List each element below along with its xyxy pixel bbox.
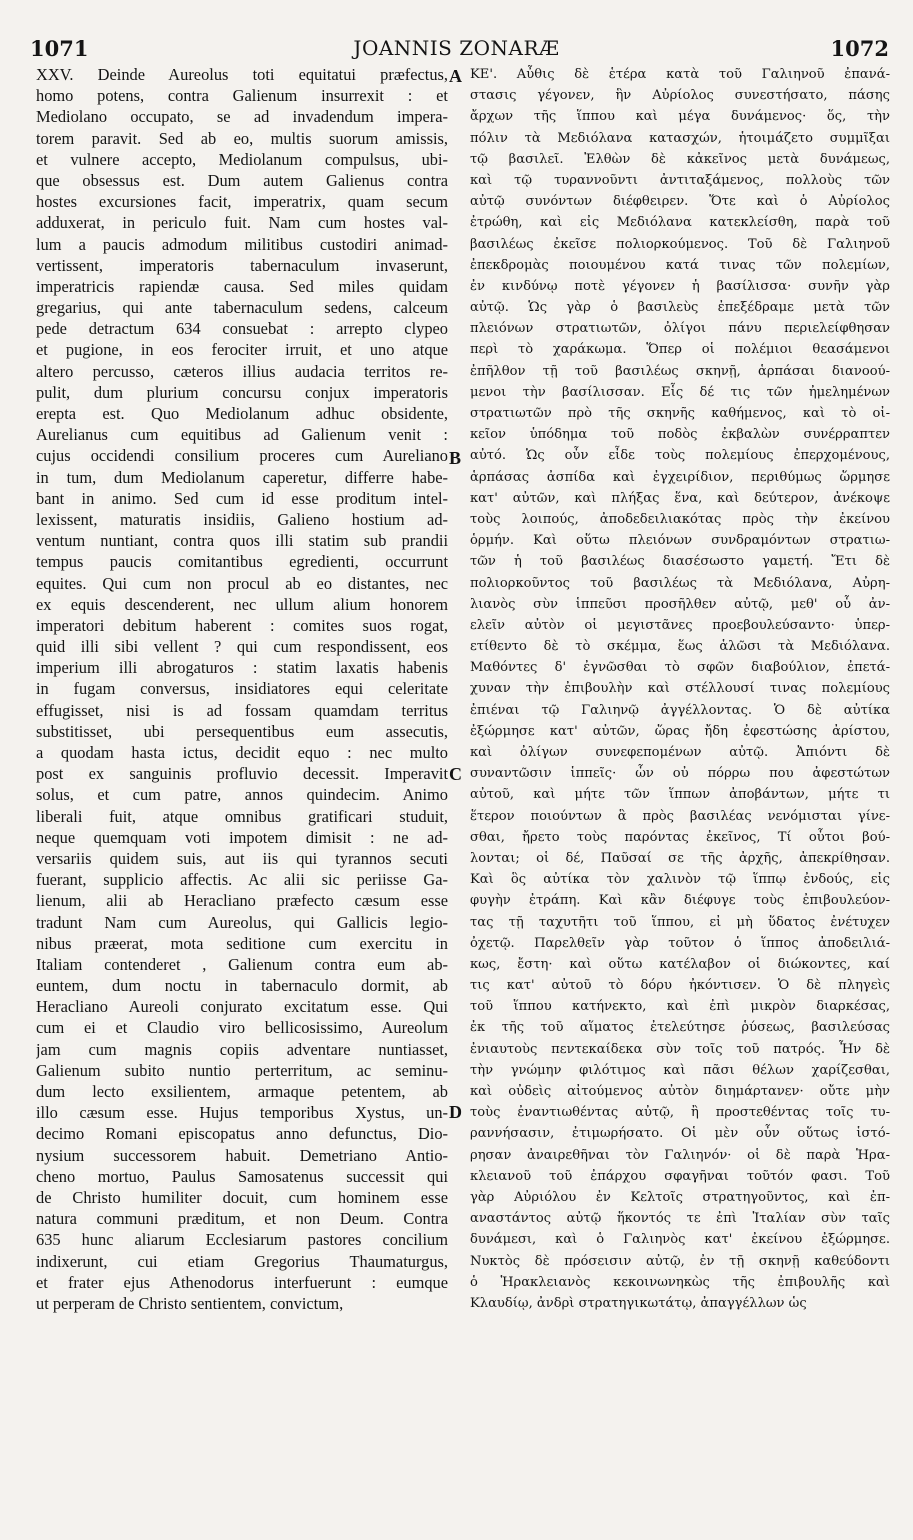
latin-text-line: indixerunt, cui etiam Gregorius Thaumaturgus, xyxy=(36,1251,448,1271)
greek-text-line: πόλιν τὰ Μεδιόλανα κατασχών, ἡτοιμάζετο συμμῖξαι xyxy=(470,130,890,146)
latin-text-line: tempus paucis comitantibus egredienti, occurrunt xyxy=(36,552,448,572)
latin-text-line: et pugione, in eos ferociter irruit, et uno atque xyxy=(36,340,448,360)
greek-text-line: τῷ βασιλεῖ. Ἐλθὼν δὲ κἀκεῖνος μετὰ δυνάμεως, xyxy=(470,151,890,167)
greek-text-line: τὴν γνώμην φιλότιμος καὶ πᾶσι θέλων χαρίζεσθαι, xyxy=(470,1062,890,1078)
greek-text-line: τις κατ' αὐτοῦ τὸ δόρυ ἠκόντισεν. Ὁ δὲ πληγεὶς xyxy=(470,978,890,994)
latin-text-line: tradunt Nam cum Aureolus, qui Gallicis legio- xyxy=(36,912,448,932)
greek-text-line: ὁ Ἡρακλειανὸς κεκοινωνηκὼς τῆς ἐπιβουλῆς καὶ xyxy=(470,1274,890,1290)
greek-text-line: συναντῶσιν ἱππεῖς· ὧν οὐ πόρρω που ἀφεστώτων xyxy=(470,766,890,782)
greek-text-line: Καὶ ὃς αὐτίκα τὸν χαλινὸν τῷ ἵππῳ ἐνδούς, εἰς xyxy=(470,872,890,888)
greek-text-line: τοῦ ἵππου κατήνεκτο, καὶ ἐπὶ μικρὸν διαρκέσας, xyxy=(470,999,890,1015)
latin-text-line: in tum, dum Mediolanum caperetur, differre habe- xyxy=(36,467,448,487)
latin-text-line: liberali fuit, atque omnibus gratificari studuit, xyxy=(36,806,448,826)
greek-text-line: Μαθόντες δ' ἐγνῶσθαι τὸ σφῶν διαβούλιον, ἐπετά- xyxy=(470,660,890,676)
latin-text-line: altero percusso, cæteros illius audacia territos re- xyxy=(36,361,448,381)
latin-text-line: a quodam hasta ictus, decidit equo : nec multo xyxy=(36,743,448,762)
latin-text-line: neque quemquam voti impotem dimisit : ne ad- xyxy=(36,827,448,847)
greek-text-line: ἁρπάσας ἀσπίδα καὶ ἐγχειρίδιον, περιθύμως ὥρμησε xyxy=(470,469,890,485)
latin-text-line: et frater ejus Athenodorus interfuerunt : eumque xyxy=(36,1272,448,1292)
greek-text-line: ἐπῆλθον τῇ τοῦ βασιλέως σκηνῇ, ἁρπάσαι διανοού- xyxy=(470,363,890,379)
latin-text-line: effugisset, nisi is ad fossam quamdam territus xyxy=(36,700,448,720)
greek-text-line: ἐν κινδύνῳ ποτὲ γέγονεν ἡ βασίλισσα· συνῆν γὰρ xyxy=(470,278,890,294)
latin-text-line: imperium illi abrogaturos : statim laxatis habenis xyxy=(36,658,448,678)
latin-text-line: post ex sanguinis profluvio decessit. Imperavit xyxy=(36,764,448,784)
latin-text-line: nysium successorem habuit. Demetriano Antio- xyxy=(36,1145,448,1165)
greek-text-line: ἐπεκδρομὰς ποιουμένου κατά τινας τῶν πολεμίων, xyxy=(470,257,890,273)
latin-text-line: pede detractum 634 consuebat : arrepto clypeo xyxy=(36,319,448,339)
latin-text-line: equites. Qui cum non procul ab eo distantes, nec xyxy=(36,573,448,593)
latin-text-line: decimo Romani episcopatus anno defunctus, Dio- xyxy=(36,1124,448,1144)
greek-text-line: ελεῖν αὐτὸν οἱ μεγιστᾶνες προεβουλεύσαντο· ὑπερ- xyxy=(470,617,890,633)
latin-text-line: euntem, dum noctu in tabernaculo dormit, ab xyxy=(36,976,448,996)
greek-text-line: τας τῇ ταχυτῆτι τοῦ ἵππου, εἰ μὴ ὕδατος ἐνέτυχεν xyxy=(470,914,890,930)
greek-text-line: αναστάντος αὐτῷ ἥκοντός τε ἐπὶ Ἰταλίαν σὺν ταῖς xyxy=(470,1211,890,1227)
latin-text-line: lexissent, maturatis insidiis, Galieno hostium ad- xyxy=(36,509,448,529)
latin-text-line: dum lecto exsilientem, armaque petentem, ab xyxy=(36,1082,448,1101)
latin-text-line: lienum, alii ab Heracliano præfecto cæsum esse xyxy=(36,891,448,911)
latin-text-line: de Christo humiliter docuit, cum hominem esse xyxy=(36,1187,448,1207)
latin-text-line: imperatricis rapiendæ causa. Sed miles quidam xyxy=(36,276,448,296)
greek-text-line: Κλαυδίῳ, ἀνδρὶ στρατηγικωτάτῳ, ἀπαγγέλλων ὡς xyxy=(470,1295,807,1311)
latin-text-line: adduxerat, in periculo fuit. Nam cum hostes val- xyxy=(36,213,448,233)
greek-text-line: φυγὴν ἐτράπη. Καὶ κἂν διέφυγε τοὺς ἐπιβουλεύον- xyxy=(470,893,890,909)
latin-text-line: versariis quidem suis, aut iis qui tyrannos secuti xyxy=(36,848,448,868)
greek-text-line: κατ' αὐτῶν, καὶ πλήξας ἕνα, καὶ δεύτερον, ἀνέκοψε xyxy=(470,490,890,506)
greek-text-line: στασις γέγονεν, ἣν Αὐρίολος συνεστήσατο, πάσης xyxy=(470,88,890,104)
greek-text-line: κλειανοῦ τοῦ ἐπάρχου σφαγῆναι τοῦτόν φασι. Τοῦ xyxy=(470,1168,890,1184)
greek-text-line: βασιλέως ἐκεῖσε πολιορκούμενος. Τοῦ δὲ Γαλιηνοῦ xyxy=(470,236,890,252)
running-title: JOANNIS ZONARÆ xyxy=(353,36,560,60)
greek-text-line: ραννήσασιν, ἐτιμωρήσατο. Οἱ μὲν οὖν οὕτως ἱστό- xyxy=(470,1126,890,1142)
greek-text-line: πολιορκοῦντος τοῦ βασιλέως τὰ Μεδιόλανα, Αὐρη- xyxy=(470,575,890,591)
latin-text-line: substitisset, ubi persequentibus eum assecutis, xyxy=(36,721,448,741)
section-marker-b: B xyxy=(449,448,462,468)
latin-text-line: Aurelianus cum equitibus ad Galienum venit : xyxy=(36,425,448,445)
greek-text-line: ἐνιαυτοὺς πεντεκαίδεκα σὺν τοῖς τοῦ πατρός. Ἦν δὲ xyxy=(470,1041,890,1057)
section-marker-d: D xyxy=(449,1102,462,1122)
greek-text-line: σθαι, ἤρετο τοὺς παρόντας ἐκεῖνος, Τί οὗτοι βού- xyxy=(470,829,890,845)
latin-text-line: Mediolano occupato, se ad invadendum impera- xyxy=(36,107,448,127)
greek-text-line: περὶ τὸ χαράκωμα. Ὅπερ οἱ πολέμιοι θεασάμενοι xyxy=(470,342,890,358)
latin-text-line: illo cæsum esse. Hujus temporibus Xystus, un- xyxy=(36,1103,448,1123)
latin-text-line: erepta est. Quo Mediolanum adhuc obsidente, xyxy=(36,404,448,423)
section-marker-a: A xyxy=(449,66,462,86)
section-marker-c: C xyxy=(449,764,462,784)
greek-text-line: ἐπιέναι τῷ Γαλιηνῷ ἀγγέλλοντας. Ὁ δὲ αὐτίκα xyxy=(470,702,890,718)
latin-text-line: vertissent, imperatoris tabernaculum invaserunt, xyxy=(36,255,448,275)
latin-text-line: gregarius, qui ante tabernaculum sedens, calceum xyxy=(36,298,448,318)
greek-text-line: ἐτρώθη, καὶ εἰς Μεδιόλανα κατεκλείσθη, παρὰ τοῦ xyxy=(470,215,890,231)
latin-text-line: in fugam conversus, insidiatores equi celeritate xyxy=(36,679,448,699)
greek-text-line: αὐτοῦ, καὶ μήτε τῶν ἵππων ἀποβάντων, μήτε τι xyxy=(470,787,890,803)
latin-text-line: cheno mortuo, Paulus Samosatenus successit qui xyxy=(36,1166,448,1186)
greek-text-line: πλειόνων στρατιωτῶν, ὀλίγοι πάνυ περιελείφθησαν xyxy=(470,321,890,337)
greek-text-line: λονται; οἱ δέ, Παῦσαί σε τῆς ἀρχῆς, ἀπεκρίθησαν. xyxy=(470,850,890,866)
greek-text-line: αὐτό. Ὡς οὖν εἶδε τοὺς πολεμίους ἐπερχομένους, xyxy=(470,448,890,464)
latin-text-line: quid illi sibi vellent ? qui cum respondissent, eos xyxy=(36,637,448,657)
latin-text-line: Italiam contenderet , Galienum contra eum ab- xyxy=(36,954,448,974)
latin-text-line: et vulnere accepto, Mediolanum compulsus, ubi- xyxy=(36,149,448,169)
greek-text-line: ρησαν ἀναιρεθῆναι τὸν Γαλιηνόν· οἱ δὲ παρὰ Ἡρα- xyxy=(470,1147,890,1163)
greek-text-line: τῶν ἡ τοῦ βασιλέως διασέσωστο γαμετή. Ἔτι δὲ xyxy=(470,554,890,570)
greek-text-line: καὶ τῷ τυραννοῦντι ἀντιταξάμενος, πολλοὺς τῶν xyxy=(470,172,890,188)
latin-text-line: ex equis descenderent, nec ullum alium honorem xyxy=(36,594,448,614)
latin-text-line: pulit, dum plurium concursu conjux imperatoris xyxy=(36,382,448,402)
latin-text-line: solus, et cum patre, annos quindecim. Animo xyxy=(36,785,448,805)
greek-text-line: ετίθεντο δὲ τὸ σκέμμα, ἕως ἁλῶσι τὰ Μεδιόλανα. xyxy=(470,639,890,655)
greek-text-line: ἕτερον ποιούντων ἃ πρὸς βασιλέας νενόμισται γίνε- xyxy=(470,808,890,824)
latin-text-line: Heracliano Aureoli conjurato excitatum esse. Qui xyxy=(36,997,448,1017)
latin-text-line: cum ei et Claudio viro bellicosissimo, Aureolum xyxy=(36,1018,448,1038)
greek-column xyxy=(470,64,890,1314)
greek-text-line: τοὺς λοιπούς, ἀποδεδειλιακότας πρὸς τὴν ἐκείνου xyxy=(470,511,890,527)
greek-text-line: ὀχετῷ. Παρελθεῖν γὰρ τοῦτον ὁ ἵππος ἀποδειλιά- xyxy=(470,935,890,951)
greek-text-line: λιανὸς σὺν ἱππεῦσι προσῆλθεν αὐτῷ, μεθ' οὗ ἀν- xyxy=(470,596,890,612)
latin-text-line: homo potens, contra Galienum insurrexit : et xyxy=(36,86,448,106)
page-number-left: 1071 xyxy=(30,36,89,61)
greek-text-line: ἐκ τῆς τοῦ αἵματος ἐτελεύτησε ῥύσεως, βασιλεύσας xyxy=(470,1020,890,1036)
latin-text-line: ventum nuntiant, contra quos illi statim sub prandii xyxy=(36,531,448,551)
greek-text-line: ΚΕ'. Αὖθις δὲ ἑτέρα κατὰ τοῦ Γαλιηνοῦ ἐπανά- xyxy=(470,67,890,82)
greek-text-line: στρατιωτῶν πρὸ τῆς σκηνῆς καθήμενος, καὶ τὸ οἰ- xyxy=(470,406,890,421)
greek-text-line: ἄρχων τῆς ἵππου καὶ μέγα δυνάμενος· ὅς, τὴν xyxy=(470,109,890,125)
greek-text-line: τοὺς ἐναντιωθέντας αὐτῷ, ἢ προστεθέντας τοῖς τυ- xyxy=(470,1105,890,1121)
greek-text-line: δυνάμεσι, καὶ ὁ Γαλιηνὸς κατ' ἐκείνου ἐξώρμησε. xyxy=(470,1232,890,1248)
latin-text-line: natura communi præditum, et non Deum. Contra xyxy=(36,1209,448,1229)
latin-text-line: lum a paucis admodum militibus custodiri animad- xyxy=(36,234,448,254)
latin-text-line: fuerant, supplicio affectis. Ac alii sic periisse Ga- xyxy=(36,870,448,890)
greek-text-line: καὶ οὐδεὶς αἰτούμενος αὐτὸν διημάρτανεν· οὔτε μὴν xyxy=(470,1084,890,1099)
greek-text-line: μενοι τὴν βασίλισσαν. Εἷς δέ τις τῶν ἠμελημένων xyxy=(470,384,890,400)
greek-text-line: γὰρ Αὐριόλου ἐν Κελτοῖς στρατηγοῦντος, καὶ ἐπ- xyxy=(470,1189,890,1205)
greek-text-line: αὐτῷ. Ὡς γὰρ ὁ βασιλεὺς ἐπεξέδραμε μετὰ τῶν xyxy=(470,300,890,316)
greek-text-line: ἐξώρμησε κατ' αὐτῶν, ὥρας ἤδη ἐφεστώσης ἀρίστου, xyxy=(470,723,890,739)
greek-text-line: χυναν τὴν ἐπιβουλὴν καὶ στέλλουσί τινας πολεμίους xyxy=(470,681,890,697)
greek-text-line: καὶ ὀλίγων συνεφεπομένων αὐτῷ. Ἀπιόντι δὲ xyxy=(470,745,890,760)
latin-text-line: jam cum magnis copiis adventare nuntiasset, xyxy=(36,1039,448,1059)
latin-column xyxy=(36,64,448,1314)
greek-text-line: κεῖον ὑπόδημα τοῦ ποδὸς ἐκβαλὼν συνέρραπτεν xyxy=(470,427,890,443)
greek-text-line: αὐτῷ συνόντων διέφθειρεν. Ὅτε καὶ ὁ Αὐρίολος xyxy=(470,194,890,210)
latin-text-line: cujus occidendi consilium proceres cum Aureliano xyxy=(36,446,448,466)
latin-text-line: que obsessus est. Dum autem Galienus contra xyxy=(36,170,448,190)
latin-text-line: XXV. Deinde Aureolus toti equitatui præfectus, xyxy=(36,65,448,84)
greek-text-line: κως, ἔστη· καὶ οὕτω κατέλαβον οἱ διώκοντες, καί xyxy=(470,956,890,972)
page-header xyxy=(0,36,913,66)
latin-text-line: Galienum subito nuntio perterritum, ac seminu- xyxy=(36,1060,448,1080)
latin-text-line: imperatori debitum haberent : comites suos rogat, xyxy=(36,615,448,635)
latin-text-line: torem paravit. Sed ab eo, multis suorum amissis, xyxy=(36,128,448,148)
latin-text-line: bant in animo. Sed cum id esse proditum intel- xyxy=(36,488,448,508)
greek-text-line: Νυκτὸς δὲ πρόσεισιν αὐτῷ, ἐν τῇ σκηνῇ καθεύδοντι xyxy=(470,1253,890,1269)
latin-text-line: ut perperam de Christo sentientem, convictum, xyxy=(36,1293,344,1313)
page-number-right: 1072 xyxy=(830,36,889,61)
latin-text-line: hostes excursiones facit, imperatrix, quam secum xyxy=(36,192,448,212)
latin-text-line: nibus præerat, mota seditione cum exercitu in xyxy=(36,933,448,953)
latin-text-line: 635 hunc aliarum Ecclesiarum pastores concilium xyxy=(36,1230,448,1250)
greek-text-line: ὁρμήν. Καὶ οὕτω πλειόνων συνδραμόντων στρατιω- xyxy=(470,533,890,549)
